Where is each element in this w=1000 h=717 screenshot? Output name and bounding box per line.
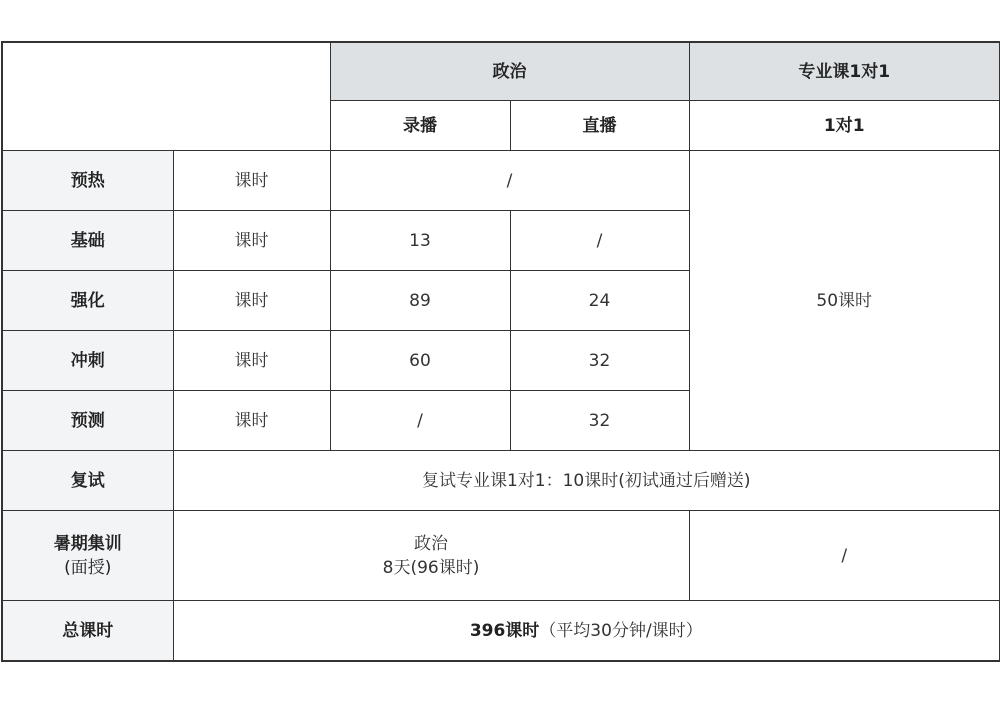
unit-cell: 课时 bbox=[173, 271, 330, 331]
unit-cell: 课时 bbox=[173, 331, 330, 391]
unit-cell: 课时 bbox=[173, 151, 330, 211]
summer-politics-line1: 政治 bbox=[414, 533, 448, 554]
header-empty-cell bbox=[2, 42, 330, 151]
basic-live: / bbox=[510, 211, 689, 271]
total-hours-note: （平均30分钟/课时） bbox=[539, 620, 703, 641]
major-total-hours: 50课时 bbox=[689, 151, 1000, 451]
course-schedule-table bbox=[1, 41, 1000, 662]
row-label-retest: 复试 bbox=[2, 451, 173, 511]
summer-major: / bbox=[689, 511, 1000, 601]
summer-label-line2: (面授) bbox=[64, 557, 112, 578]
total-hours-cell bbox=[173, 601, 1000, 662]
unit-cell: 课时 bbox=[173, 391, 330, 451]
row-label-strengthen: 强化 bbox=[2, 271, 173, 331]
warmup-value: / bbox=[330, 151, 689, 211]
header-live: 直播 bbox=[510, 101, 689, 151]
total-hours-value: 396课时 bbox=[469, 620, 540, 641]
header-recorded: 录播 bbox=[330, 101, 510, 151]
basic-recorded: 13 bbox=[330, 211, 510, 271]
retest-content: 复试专业课1对1：10课时(初试通过后赠送) bbox=[173, 451, 1000, 511]
header-one-on-one: 1对1 bbox=[689, 101, 1000, 151]
row-label-predict: 预测 bbox=[2, 391, 173, 451]
row-label-total: 总课时 bbox=[2, 601, 173, 662]
header-politics: 政治 bbox=[330, 42, 689, 101]
strengthen-live: 24 bbox=[510, 271, 689, 331]
summer-politics-line2: 8天(96课时) bbox=[382, 557, 480, 578]
unit-cell: 课时 bbox=[173, 211, 330, 271]
row-label-summer bbox=[2, 511, 173, 601]
sprint-recorded: 60 bbox=[330, 331, 510, 391]
header-major-one-on-one: 专业课1对1 bbox=[689, 42, 1000, 101]
predict-recorded: / bbox=[330, 391, 510, 451]
summer-label-line1: 暑期集训 bbox=[53, 533, 122, 554]
row-label-basic: 基础 bbox=[2, 211, 173, 271]
sprint-live: 32 bbox=[510, 331, 689, 391]
summer-politics bbox=[173, 511, 689, 601]
row-label-warmup: 预热 bbox=[2, 151, 173, 211]
strengthen-recorded: 89 bbox=[330, 271, 510, 331]
predict-live: 32 bbox=[510, 391, 689, 451]
row-label-sprint: 冲刺 bbox=[2, 331, 173, 391]
